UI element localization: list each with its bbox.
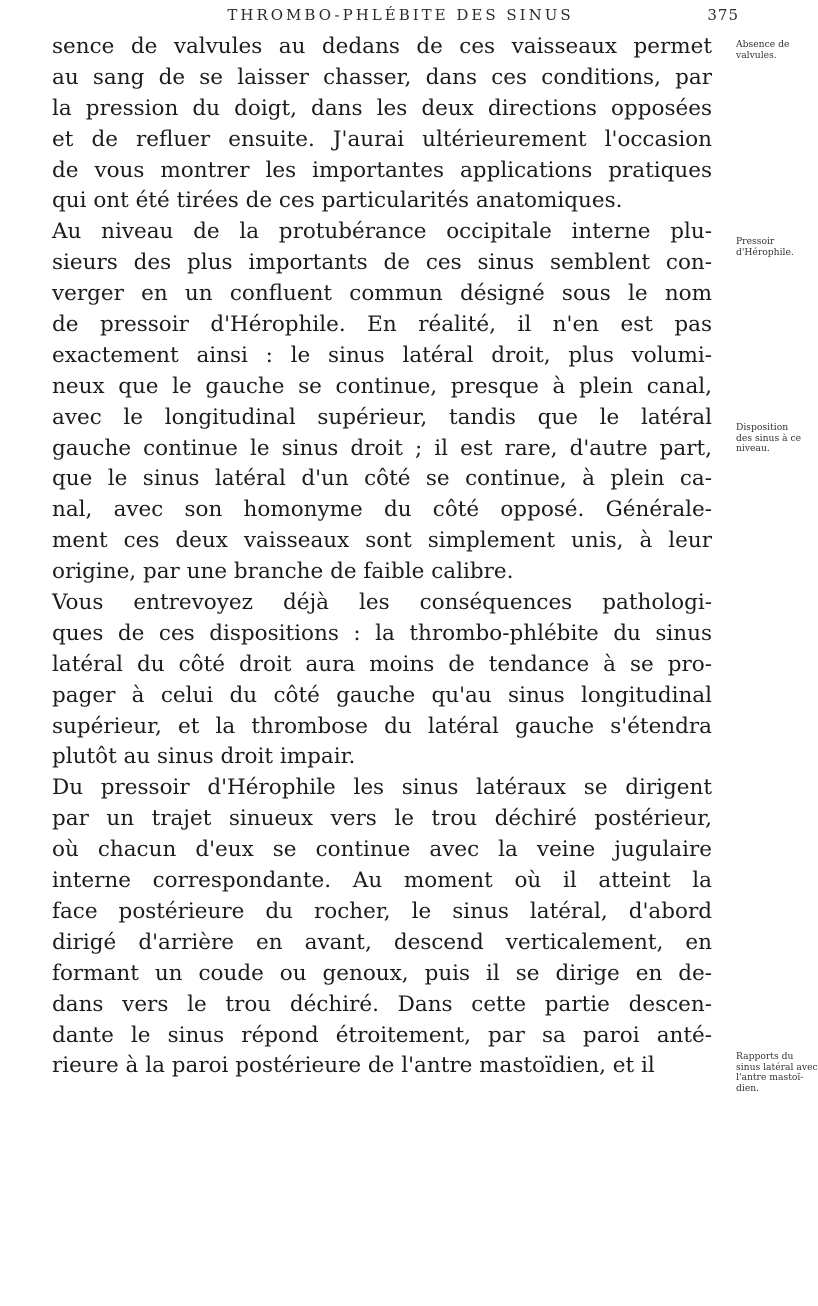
margin-note-disposition xyxy=(736,423,801,455)
margin-note-line: l'antre mastoï- xyxy=(736,1072,804,1083)
text-line: que le sinus latéral d'un côté se continue, à plein ca- xyxy=(52,466,712,492)
text-line: ment ces deux vaisseaux sont simplement unis, à leur xyxy=(52,528,712,554)
running-head-title: THROMBO-PHLÉBITE DES SINUS xyxy=(227,6,574,24)
text-line: dirigé d'arrière en avant, descend verticalement, en xyxy=(52,929,712,955)
text-line: origine, par une branche de faible calibre. xyxy=(52,559,514,585)
text-line: Du pressoir d'Hérophile les sinus latéraux se dirigent xyxy=(52,775,712,801)
margin-note-line: des sinus à ce xyxy=(736,432,802,444)
text-line: face postérieure du rocher, le sinus latéral, d'abord xyxy=(52,898,712,924)
margin-note-pressoir xyxy=(736,237,801,258)
text-line: verger en un confluent commun désigné sous le nom xyxy=(52,281,712,307)
page-number: 375 xyxy=(707,6,739,24)
margin-note-line: Absence de xyxy=(736,39,790,50)
text-line: gauche continue le sinus droit ; il est rare, d'autre part, xyxy=(52,435,712,461)
text-line: où chacun d'eux se continue avec la veine jugulaire xyxy=(52,837,712,863)
margin-note-line: sinus latéral avec xyxy=(736,1061,818,1073)
text-line: pager à celui du côté gauche qu'au sinus longitudinal xyxy=(52,682,712,708)
margin-note-line: niveau. xyxy=(736,443,770,454)
text-line: la pression du doigt, dans les deux directions opposées xyxy=(52,95,712,121)
margin-note-rapports xyxy=(736,1051,818,1094)
text-line: et de refluer ensuite. J'aurai ultérieurement l'occasion xyxy=(52,126,712,152)
text-line: Vous entrevoyez déjà les conséquences pathologi- xyxy=(52,590,712,616)
margin-note-absence-valvules xyxy=(736,40,801,61)
text-line: avec le longitudinal supérieur, tandis que le latéral xyxy=(52,404,712,430)
text-line: sence de valvules au dedans de ces vaisseaux permet xyxy=(52,34,712,59)
text-line: Au niveau de la protubérance occipitale interne plu- xyxy=(52,219,712,245)
text-line: interne correspondante. Au moment où il atteint la xyxy=(52,868,712,894)
text-line: formant un coude ou genoux, puis il se dirige en de- xyxy=(52,960,712,986)
text-line: par un trajet sinueux vers le trou déchiré postérieur, xyxy=(52,806,712,832)
text-line: exactement ainsi : le sinus latéral droit, plus volumi- xyxy=(52,342,712,368)
text-line: rieure à la paroi postérieure de l'antre mastoïdien, et il xyxy=(52,1053,655,1079)
text-line: supérieur, et la thrombose du latéral gauche s'étendra xyxy=(52,713,712,739)
text-line: dante le sinus répond étroitement, par sa paroi anté- xyxy=(52,1022,712,1048)
text-line: plutôt au sinus droit impair. xyxy=(52,744,356,770)
text-line: latéral du côté droit aura moins de tendance à se pro- xyxy=(52,651,712,677)
text-line: dans vers le trou déchiré. Dans cette partie descen- xyxy=(52,991,712,1017)
running-head xyxy=(0,6,801,24)
text-line: sieurs des plus importants de ces sinus semblent con- xyxy=(52,250,712,276)
margin-note-line: d'Hérophile. xyxy=(736,246,794,258)
margin-note-line: dien. xyxy=(736,1082,760,1094)
text-line: de pressoir d'Hérophile. En réalité, il n'en est pas xyxy=(52,312,712,338)
margin-note-line: Disposition xyxy=(736,422,789,433)
text-line: qui ont été tirées de ces particularités anatomiques. xyxy=(52,188,623,214)
margin-note-line: Rapports du xyxy=(736,1051,794,1062)
text-line: ques de ces dispositions : la thrombo-phlébite du sinus xyxy=(52,620,712,646)
margin-note-line: valvules. xyxy=(736,49,777,61)
text-line: de vous montrer les importantes applications pratiques xyxy=(52,157,712,183)
text-line: au sang de se laisser chasser, dans ces conditions, par xyxy=(52,64,712,90)
text-line: neux que le gauche se continue, presque à plein canal, xyxy=(52,373,712,399)
margin-note-line: Pressoir xyxy=(736,236,775,247)
body-text xyxy=(52,32,712,1082)
text-line: nal, avec son homonyme du côté opposé. Générale- xyxy=(52,497,712,523)
